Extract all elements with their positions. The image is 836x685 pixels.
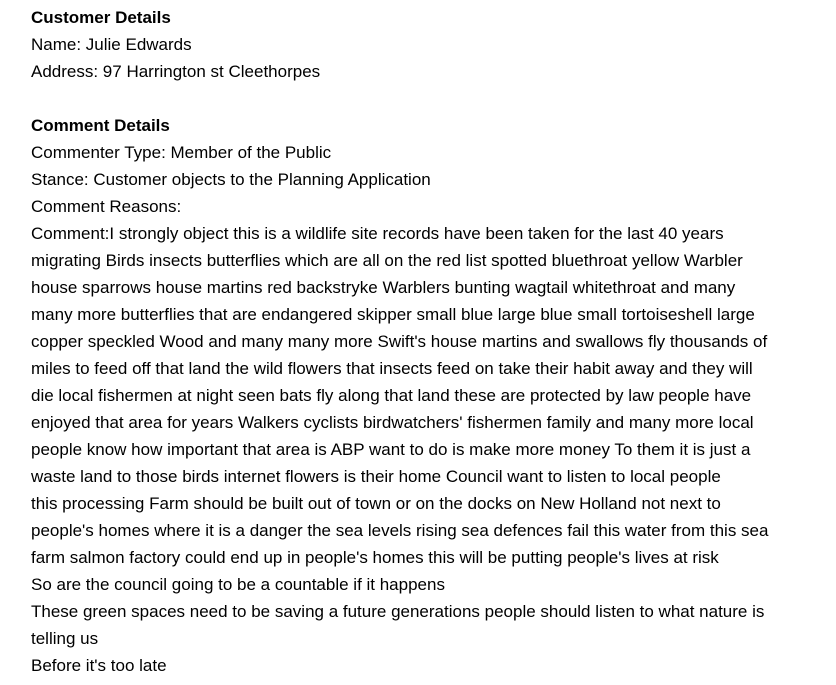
comment-line: enjoyed that area for years Walkers cyclists birdwatchers' fishermen family and many more local <box>31 413 754 432</box>
comment-line: Before it's too late <box>31 656 167 675</box>
comment-line: copper speckled Wood and many many more Swift's house martins and swallows fly thousands of <box>31 332 768 351</box>
comment-line: house sparrows house martins red backstryke Warblers bunting wagtail whitethroat and many <box>31 278 736 297</box>
comment-line: waste land to those birds internet flowers is their home Council want to listen to local people <box>31 467 721 486</box>
comment-line: many more butterflies that are endangered skipper small blue large blue small tortoiseshell large <box>31 305 755 324</box>
comment-reasons: Comment Reasons: <box>31 197 182 216</box>
customer-details-heading: Customer Details <box>31 8 171 27</box>
comment-line: These green spaces need to be saving a future generations people should listen to what nature is <box>31 602 765 621</box>
comment-line: die local fishermen at night seen bats fly along that land these are protected by law people have <box>31 386 752 405</box>
comment-line: people know how important that area is ABP want to do is make more money To them it is just a <box>31 440 751 459</box>
comment-line: So are the council going to be a countable if it happens <box>31 575 445 594</box>
comment-line: farm salmon factory could end up in people's homes this will be putting people's lives at risk <box>31 548 719 567</box>
spacer <box>31 85 768 112</box>
comment-line: miles to feed off that land the wild flowers that insects feed on take their habit away and they will <box>31 359 753 378</box>
customer-address: Address: 97 Harrington st Cleethorpes <box>31 62 321 81</box>
commenter-type: Commenter Type: Member of the Public <box>31 143 332 162</box>
customer-name: Name: Julie Edwards <box>31 35 192 54</box>
comment-line: migrating Birds insects butterflies which are all on the red list spotted bluethroat yellow Warbler <box>31 251 743 270</box>
comment-details-heading: Comment Details <box>31 116 170 135</box>
document <box>31 4 768 679</box>
comment-line: Comment:I strongly object this is a wildlife site records have been taken for the last 40 years <box>31 224 724 243</box>
comment-body <box>31 220 768 679</box>
stance: Stance: Customer objects to the Planning Application <box>31 170 431 189</box>
comment-line: people's homes where it is a danger the sea levels rising sea defences fail this water from this sea <box>31 521 769 540</box>
comment-line: this processing Farm should be built out of town or on the docks on New Holland not next to <box>31 494 721 513</box>
comment-line: telling us <box>31 629 99 648</box>
